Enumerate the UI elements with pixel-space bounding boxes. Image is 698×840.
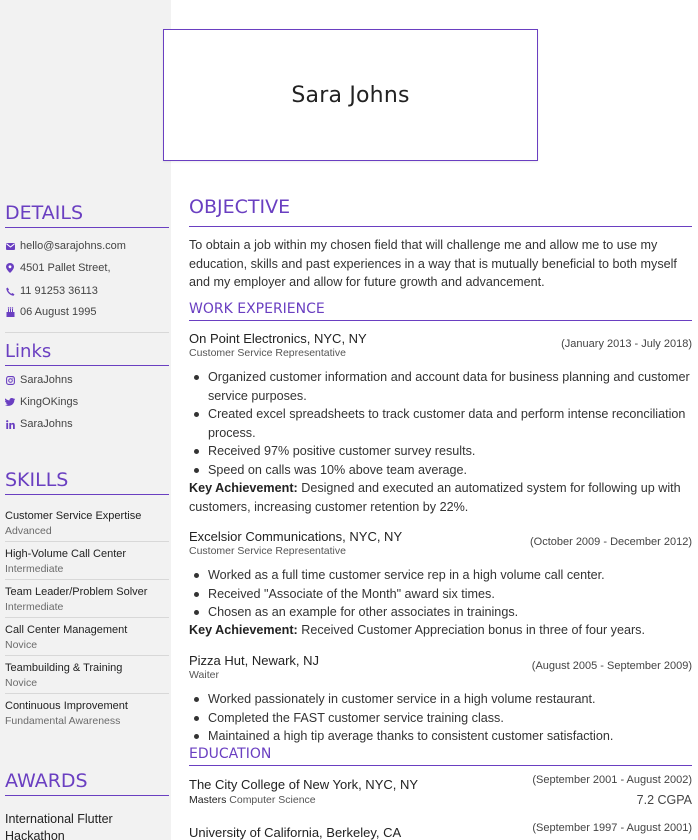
- job-bullet: Received "Associate of the Month" award six times.: [189, 585, 692, 604]
- skill-name: Call Center Management: [5, 624, 128, 636]
- degree: [189, 794, 316, 806]
- address-text: 4501 Pallet Street,: [20, 262, 111, 274]
- school-name: The City College of New York, NYC, NY: [189, 777, 419, 792]
- phone-item[interactable]: [5, 285, 98, 297]
- objective-text: To obtain a job within my chosen field that will challenge me and allow me to use my education, skills and past experiences in a way that is mutually beneficial to both myself and my employer and allow for future growth and advancement.: [189, 238, 677, 289]
- dob-text: 06 August 1995: [20, 306, 97, 318]
- job-bullet: Worked as a full time customer service rep in a high volume call center.: [189, 566, 692, 585]
- job-role: Customer Service Representative: [189, 545, 346, 557]
- job-bullets: [189, 690, 692, 746]
- skill-level: Advanced: [5, 525, 52, 537]
- skill-divider: [5, 617, 169, 618]
- email-item[interactable]: [5, 240, 126, 252]
- award-item: International Flutter Hackathon: [5, 812, 113, 840]
- job-bullet: Created excel spreadsheets to track customer data and perform intense reconciliation process.: [189, 405, 692, 442]
- job-title: On Point Electronics, NYC, NY: [189, 331, 367, 346]
- address-item: [5, 262, 111, 274]
- skill-divider: [5, 693, 169, 694]
- skill-level: Intermediate: [5, 563, 64, 575]
- job-date: (October 2009 - December 2012): [529, 536, 692, 548]
- twitter-icon: [5, 397, 15, 407]
- link-label: SaraJohns: [20, 418, 73, 430]
- skill-divider: [5, 579, 169, 580]
- job-title: Excelsior Communications, NYC, NY: [189, 529, 403, 544]
- skill-divider: [5, 541, 169, 542]
- candidate-name: Sara Johns: [291, 82, 410, 108]
- key-achievement-label: Key Achievement:: [189, 623, 298, 637]
- skill-name: Customer Service Expertise: [5, 510, 142, 522]
- education-gpa: 7.2 CGPA: [636, 793, 692, 807]
- awards-heading: AWARDS: [5, 770, 169, 796]
- job-date: (January 2013 - July 2018): [561, 338, 692, 350]
- skill-name: Team Leader/Problem Solver: [5, 586, 148, 598]
- skill-name: Continuous Improvement: [5, 700, 128, 712]
- skill-name: High-Volume Call Center: [5, 548, 127, 560]
- education-date: (September 2001 - August 2002): [532, 774, 692, 786]
- links-heading: Links: [5, 341, 169, 366]
- phone-text: 11 91253 36113: [20, 285, 98, 297]
- skill-level: Intermediate: [5, 601, 64, 613]
- job-bullet: Organized customer information and account data for business planning and customer service purposes.: [189, 368, 692, 405]
- skill-level: Novice: [5, 639, 38, 651]
- mail-icon: [5, 241, 15, 251]
- key-achievement-text: Designed and executed an automatized system for following up with customers, increasing customer retention by 22%.: [189, 481, 681, 514]
- job-title: Pizza Hut, Newark, NJ: [189, 653, 320, 668]
- job-role: Waiter: [189, 669, 219, 681]
- school-name: University of California, Berkeley, CA: [189, 825, 402, 840]
- instagram-icon: [5, 375, 15, 385]
- link-twitter[interactable]: [5, 396, 78, 408]
- education-heading: EDUCATION: [189, 746, 692, 766]
- job-bullets: [189, 566, 692, 622]
- key-achievement-text: Received Customer Appreciation bonus in three of four years.: [301, 623, 645, 637]
- skill-name: Teambuilding & Training: [5, 662, 123, 674]
- work-heading: WORK EXPERIENCE: [189, 301, 692, 321]
- dob-item: [5, 306, 96, 318]
- key-achievement-label: Key Achievement:: [189, 481, 298, 495]
- job-bullet: Speed on calls was 10% above team average.: [189, 461, 692, 480]
- linkedin-icon: [5, 419, 15, 429]
- details-heading: DETAILS: [5, 202, 169, 228]
- job-bullet: Maintained a high tip average thanks to consistent customer satisfaction.: [189, 727, 692, 746]
- job-bullet: Chosen as an example for other associates in trainings.: [189, 603, 692, 622]
- link-linkedin[interactable]: [5, 418, 73, 430]
- cake-icon: [5, 307, 15, 317]
- degree-type: Masters: [189, 794, 227, 806]
- job-bullet: Worked passionately in customer service in a high volume restaurant.: [189, 690, 692, 709]
- skills-heading: SKILLS: [5, 469, 169, 495]
- link-label: SaraJohns: [20, 374, 73, 386]
- job-bullet: Received 97% positive customer survey results.: [189, 442, 692, 461]
- skill-level: Fundamental Awareness: [5, 715, 121, 727]
- details-divider: [5, 332, 169, 333]
- job-bullet: Completed the FAST customer service training class.: [189, 709, 692, 728]
- skill-divider: [5, 655, 169, 656]
- link-instagram[interactable]: [5, 374, 73, 386]
- main-content: [189, 0, 692, 840]
- skill-level: Novice: [5, 677, 38, 689]
- link-label: KingOKings: [20, 396, 79, 408]
- email-text: hello@sarajohns.com: [20, 240, 126, 252]
- job-bullets: [189, 368, 692, 479]
- job-date: (August 2005 - September 2009): [531, 660, 692, 672]
- job-role: Customer Service Representative: [189, 347, 346, 359]
- location-pin-icon: [5, 263, 15, 273]
- key-achievement: [189, 479, 692, 516]
- objective-heading: OBJECTIVE: [189, 196, 692, 227]
- key-achievement: [189, 621, 692, 640]
- education-date: (September 1997 - August 2001): [532, 822, 692, 834]
- phone-icon: [5, 286, 15, 296]
- degree-field: Computer Science: [229, 794, 316, 806]
